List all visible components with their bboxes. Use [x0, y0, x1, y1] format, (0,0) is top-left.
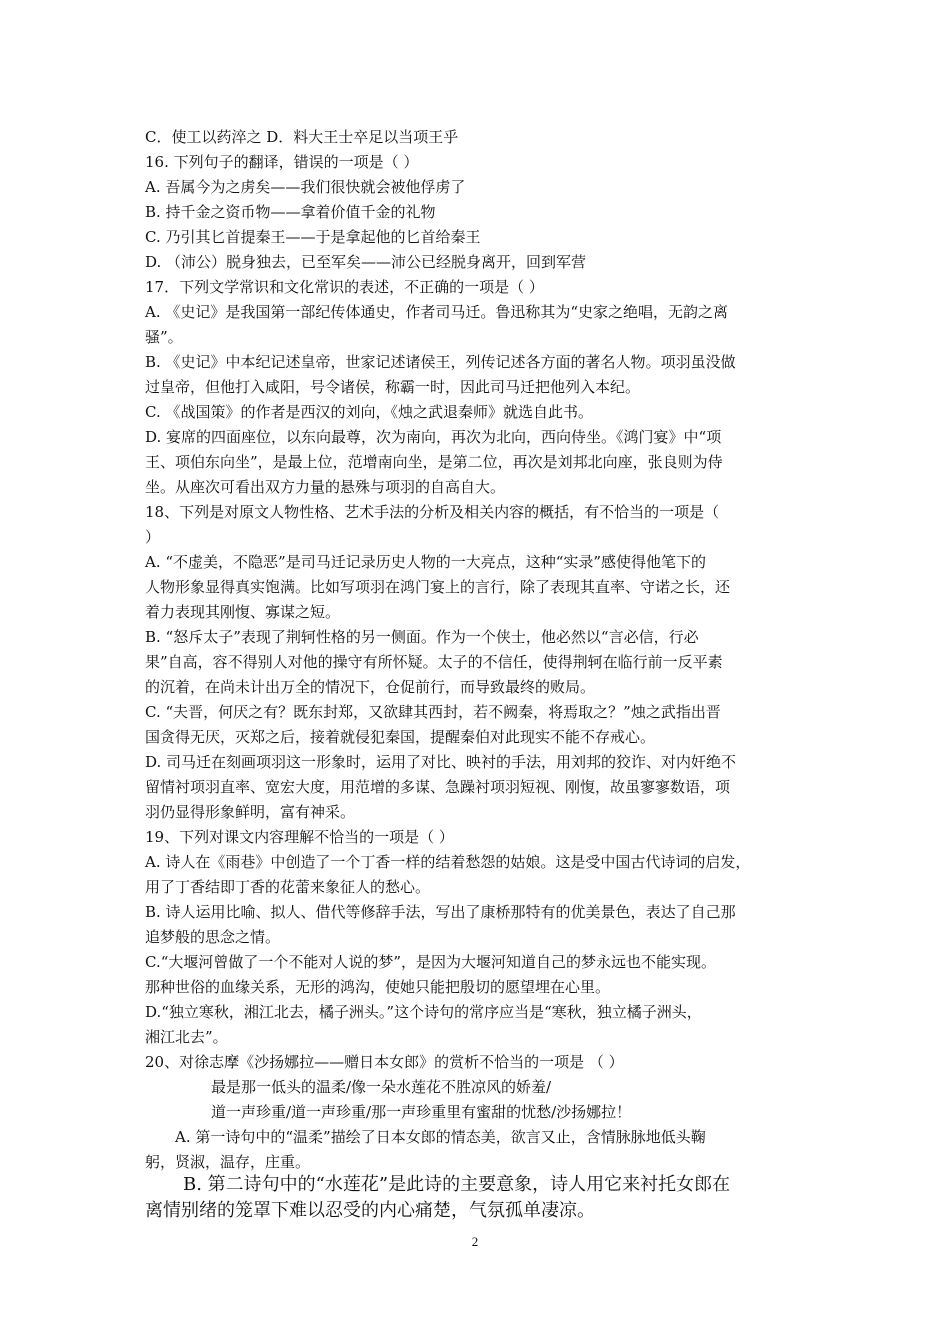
option-line: B. 《史记》中本纪记述皇帝，世家记述诸侯王，列传记述各方面的著名人物。项羽虽没做	[145, 353, 736, 371]
option-line: C. “夫晋，何厌之有？既东封郑，又欲肆其西封，若不阙秦，将焉取之？”烛之武指出晋	[145, 703, 721, 721]
option-line: 留情衬项羽直率、宽宏大度，用范增的多谋、急躁衬项羽短视、刚愎，故虽寥寥数语，项	[145, 778, 731, 796]
option-line: A. “不虚美，不隐恶”是司马迁记录历史人物的一大亮点，这种“实录”感使得他笔下的	[145, 553, 707, 571]
option-line: D. （沛公）脱身独去，已至军矣——沛公已经脱身离开，回到军营	[145, 253, 587, 271]
option-line: D. 司马迁在刻画项羽这一形象时，运用了对比、映衬的手法，用刘邦的狡诈、对内奸绝不	[145, 753, 737, 771]
option-line: 羽仍显得形象鲜明，富有神采。	[145, 803, 356, 821]
poem-line: 道一声珍重/道一声珍重/那一声珍重里有蜜甜的忧愁/沙扬娜拉！	[211, 1103, 632, 1121]
option-line: 那种世俗的血缘关系，无形的鸿沟，使她只能把殷切的愿望埋在心里。	[145, 978, 611, 996]
question-18-stem: ）	[145, 528, 161, 546]
question-18-stem: 18、下列是对原文人物性格、艺术手法的分析及相关内容的概括，有不恰当的一项是（	[145, 503, 720, 521]
option-line: D. 宴席的四面座位，以东向最尊，次为南向，再次为北向，西向侍坐。《鸿门宴》中“项	[145, 428, 722, 446]
option-line: 着力表现其刚愎、寡谋之短。	[145, 603, 341, 621]
option-line: 离情别绪的笼罩下难以忍受的内心痛楚，气氛孤单凄凉。	[145, 1200, 595, 1221]
question-16-stem: 16. 下列句子的翻译，错误的一项是（ ）	[145, 153, 419, 171]
option-line: 湘江北去”。	[145, 1028, 228, 1046]
option-line: 坐。从座次可看出双方力量的悬殊与项羽的自高自大。	[145, 478, 506, 496]
option-line: 追梦般的思念之情。	[145, 928, 281, 946]
option-line: D.“独立寒秋，湘江北去，橘子洲头。”这个诗句的常序应当是“寒秋，独立橘子洲头，	[145, 1003, 702, 1021]
option-line: C. 乃引其匕首提秦王——于是拿起他的匕首给秦王	[145, 228, 481, 246]
option-line: B. 诗人运用比喻、拟人、借代等修辞手法，写出了康桥那特有的优美景色，表达了自己那	[145, 903, 736, 921]
option-line: 人物形象显得真实饱满。比如写项羽在鸿门宴上的言行，除了表现其直率、守诺之长，还	[145, 578, 731, 596]
option-line: B. “怒斥太子”表现了荆轲性格的另一侧面。作为一个侠士，他必然以“言必信，行必	[145, 628, 699, 646]
option-line: 的沉着，在尚未计出万全的情况下，仓促前行，而导致最终的败局。	[145, 678, 596, 696]
question-17-stem: 17．下列文学常识和文化常识的表述，不正确的一项是（ ）	[145, 278, 544, 296]
option-line: 果”自高，容不得别人对他的操守有所怀疑。太子的不信任，使得荆轲在临行前一反平素	[145, 653, 723, 671]
option-line: 国贪得无厌，灭郑之后，接着就侵犯秦国，提醒秦伯对此现实不能不存戒心。	[145, 728, 656, 746]
option-line: C.“大堰河曾做了一个不能对人说的梦”，是因为大堰河知道自己的梦永远也不能实现。	[145, 953, 717, 971]
option-line: 王、项伯东向坐”，是最上位，范增南向坐，是第二位，再次是刘邦北向座，张良则为侍	[145, 453, 723, 471]
option-line: A. 吾属今为之虏矣——我们很快就会被他俘虏了	[145, 178, 466, 196]
option-line: A. 第一诗句中的“温柔”描绘了日本女郎的情态美，欲言又止，含情脉脉地低头鞠	[175, 1128, 706, 1146]
option-line: B. 持千金之资币物——拿着价值千金的礼物	[145, 203, 436, 221]
option-line: A. 诗人在《雨巷》中创造了一个丁香一样的结着愁怨的姑娘。这是受中国古代诗词的启发，	[145, 853, 751, 871]
option-line: C. 《战国策》的作者是西汉的刘向，《烛之武退秦师》就选自此书。	[145, 403, 593, 421]
option-line: 用了丁香结即丁香的花蕾来象征人的愁心。	[145, 878, 431, 896]
option-line: B. 第二诗句中的“水莲花”是此诗的主要意象，诗人用它来衬托女郎在	[183, 1174, 731, 1195]
option-line: A. 《史记》是我国第一部纪传体通史，作者司马迁。鲁迅称其为“史家之绝唱，无韵之离	[145, 303, 729, 321]
option-line: C．使工以药淬之 D．料大王士卒足以当项王乎	[145, 128, 459, 146]
poem-line: 最是那一低头的温柔/像一朵水莲花不胜凉风的娇羞/	[211, 1078, 552, 1096]
option-line: 过皇帝，但他打入咸阳，号令诸侯，称霸一时，因此司马迁把他列入本纪。	[145, 378, 641, 396]
option-line: 骚”。	[145, 328, 183, 346]
question-20-stem: 20、对徐志摩《沙扬娜拉——赠日本女郎》的赏析不恰当的一项是 （ ）	[145, 1053, 624, 1071]
question-19-stem: 19、下列对课文内容理解不恰当的一项是（ ）	[145, 828, 454, 846]
page-number: 2	[471, 1234, 479, 1249]
option-line: 躬，贤淑，温存，庄重。	[145, 1153, 311, 1171]
